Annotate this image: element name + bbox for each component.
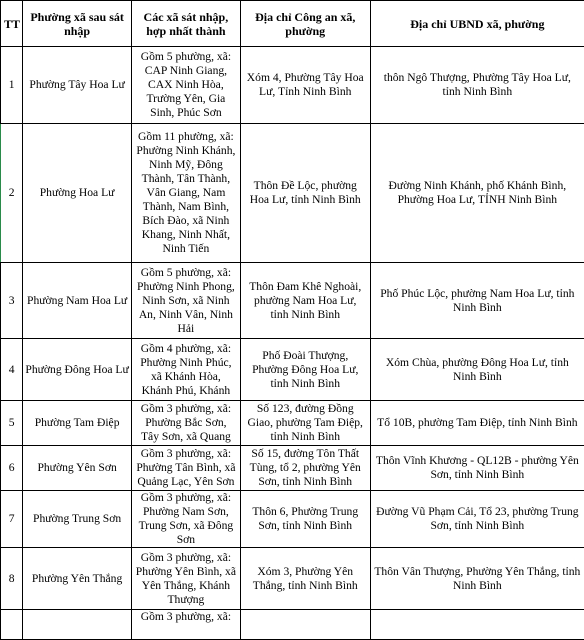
header-tt: TT: [1, 1, 23, 47]
merged-communes: Gồm 3 phường, xã: Phường Nam Sơn, Trung Sơn, xã Đông Sơn: [132, 491, 241, 548]
header-police: Địa chỉ Công an xã, phường: [240, 1, 370, 47]
ward-name: Phường Yên Sơn: [23, 446, 132, 491]
police-address: Xóm 4, Phường Tây Hoa Lư, Tỉnh Ninh Bình: [240, 47, 370, 124]
merged-communes: Gồm 11 phường, xã: Phường Ninh Khánh, Ninh Mỹ, Đông Thành, Tân Thành, Vân Giang, Nam Thành, Nam Bình, Bích Đào, xã Ninh Khang, Ninh Nhất, Ninh Tiến: [132, 124, 241, 263]
ward-name: Phường Yên Thắng: [23, 548, 132, 610]
police-address: Số 15, đường Tôn Thất Tùng, tổ 2, phường Yên Sơn, tỉnh Ninh Bình: [240, 446, 370, 491]
merged-communes: Gồm 5 phường, xã: Phường Ninh Phong, Ninh Sơn, xã Ninh An, Ninh Vân, Ninh Hải: [132, 263, 241, 339]
police-address: Thôn Đề Lộc, phường Hoa Lư, tỉnh Ninh Bình: [240, 124, 370, 263]
merged-communes: Gồm 5 phường, xã: CAP Ninh Giang, CAX Ninh Hòa, Trường Yên, Gia Sinh, Phúc Sơn: [132, 47, 241, 124]
ward-name: Phường Hoa Lư: [23, 124, 132, 263]
police-address: Thôn Đam Khê Nghoài, phường Nam Hoa Lư, tỉnh Ninh Bình: [240, 263, 370, 339]
row-number: 3: [1, 263, 23, 339]
ubnd-address: thôn Ngô Thượng, Phường Tây Hoa Lư, tỉnh Ninh Bình: [370, 47, 584, 124]
police-address: Số 123, đường Đồng Giao, phường Tam Điệp, tỉnh Ninh Bình: [240, 401, 370, 446]
table-row: [1, 263, 584, 339]
table-row: [1, 339, 584, 401]
merged-communes: Gồm 3 phường, xã: Phường Bắc Sơn, Tây Sơn, xã Quang: [132, 401, 241, 446]
merged-communes: Gồm 4 phường, xã: Phường Ninh Phúc, xã Khánh Hòa, Khánh Phú, Khánh: [132, 339, 241, 401]
header-ubnd: Địa chỉ UBND xã, phường: [370, 1, 584, 47]
merged-communes: Gồm 3 phường, xã: Phường Tân Bình, xã Quảng Lạc, Yên Sơn: [132, 446, 241, 491]
ubnd-address: Xóm Chùa, phường Đông Hoa Lư, tỉnh Ninh Bình: [370, 339, 584, 401]
header-ward: Phường xã sau sát nhập: [23, 1, 132, 47]
ubnd-address: Đường Vũ Phạm Cải, Tổ 23, phường Trung Sơn, tỉnh Ninh Bình: [370, 491, 584, 548]
ubnd-address: Tổ 10B, phường Tam Điệp, tỉnh Ninh Bình: [370, 401, 584, 446]
police-address: Phố Đoài Thượng, Phường Đông Hoa Lư, tỉnh Ninh Bình: [240, 339, 370, 401]
row-number: 1: [1, 47, 23, 124]
row-number: 4: [1, 339, 23, 401]
ubnd-address: Thôn Vân Thượng, Phường Yên Thắng, tỉnh Ninh Bình: [370, 548, 584, 610]
police-address: [240, 610, 370, 640]
merged-communes: Gồm 3 phường, xã:: [132, 610, 241, 640]
ubnd-address: Đường Ninh Khánh, phố Khánh Bình, Phường Hoa Lư, TỈNH Ninh Bình: [370, 124, 584, 263]
ward-name: Phường Đông Hoa Lư: [23, 339, 132, 401]
table-row: [1, 610, 584, 640]
table-row: [1, 47, 584, 124]
ward-name: Phường Trung Sơn: [23, 491, 132, 548]
table-row: [1, 491, 584, 548]
row-number: 7: [1, 491, 23, 548]
merged-communes: Gồm 3 phường, xã: Phường Yên Bình, xã Yên Thắng, Khánh Thượng: [132, 548, 241, 610]
table-row: [1, 548, 584, 610]
row-number: 5: [1, 401, 23, 446]
ward-name: [23, 610, 132, 640]
table-row: [1, 124, 584, 263]
ward-name: Phường Nam Hoa Lư: [23, 263, 132, 339]
table-header-row: [1, 1, 584, 47]
header-merged: Các xã sát nhập, hợp nhất thành: [132, 1, 241, 47]
ward-name: Phường Tây Hoa Lư: [23, 47, 132, 124]
police-address: Xóm 3, Phường Yên Thắng, tỉnh Ninh Bình: [240, 548, 370, 610]
ubnd-address: Thôn Vĩnh Khương - QL12B - phường Yên Sơn, tỉnh Ninh Bình: [370, 446, 584, 491]
police-address: Thôn 6, Phường Trung Sơn, tỉnh Ninh Bình: [240, 491, 370, 548]
ward-name: Phường Tam Điệp: [23, 401, 132, 446]
row-number: [1, 610, 23, 640]
table-row: [1, 446, 584, 491]
ubnd-address: Phố Phúc Lộc, phường Nam Hoa Lư, tỉnh Ninh Bình: [370, 263, 584, 339]
row-number: 8: [1, 548, 23, 610]
row-number: 2: [1, 124, 23, 263]
table-row: [1, 401, 584, 446]
row-number: 6: [1, 446, 23, 491]
ubnd-address: [370, 610, 584, 640]
